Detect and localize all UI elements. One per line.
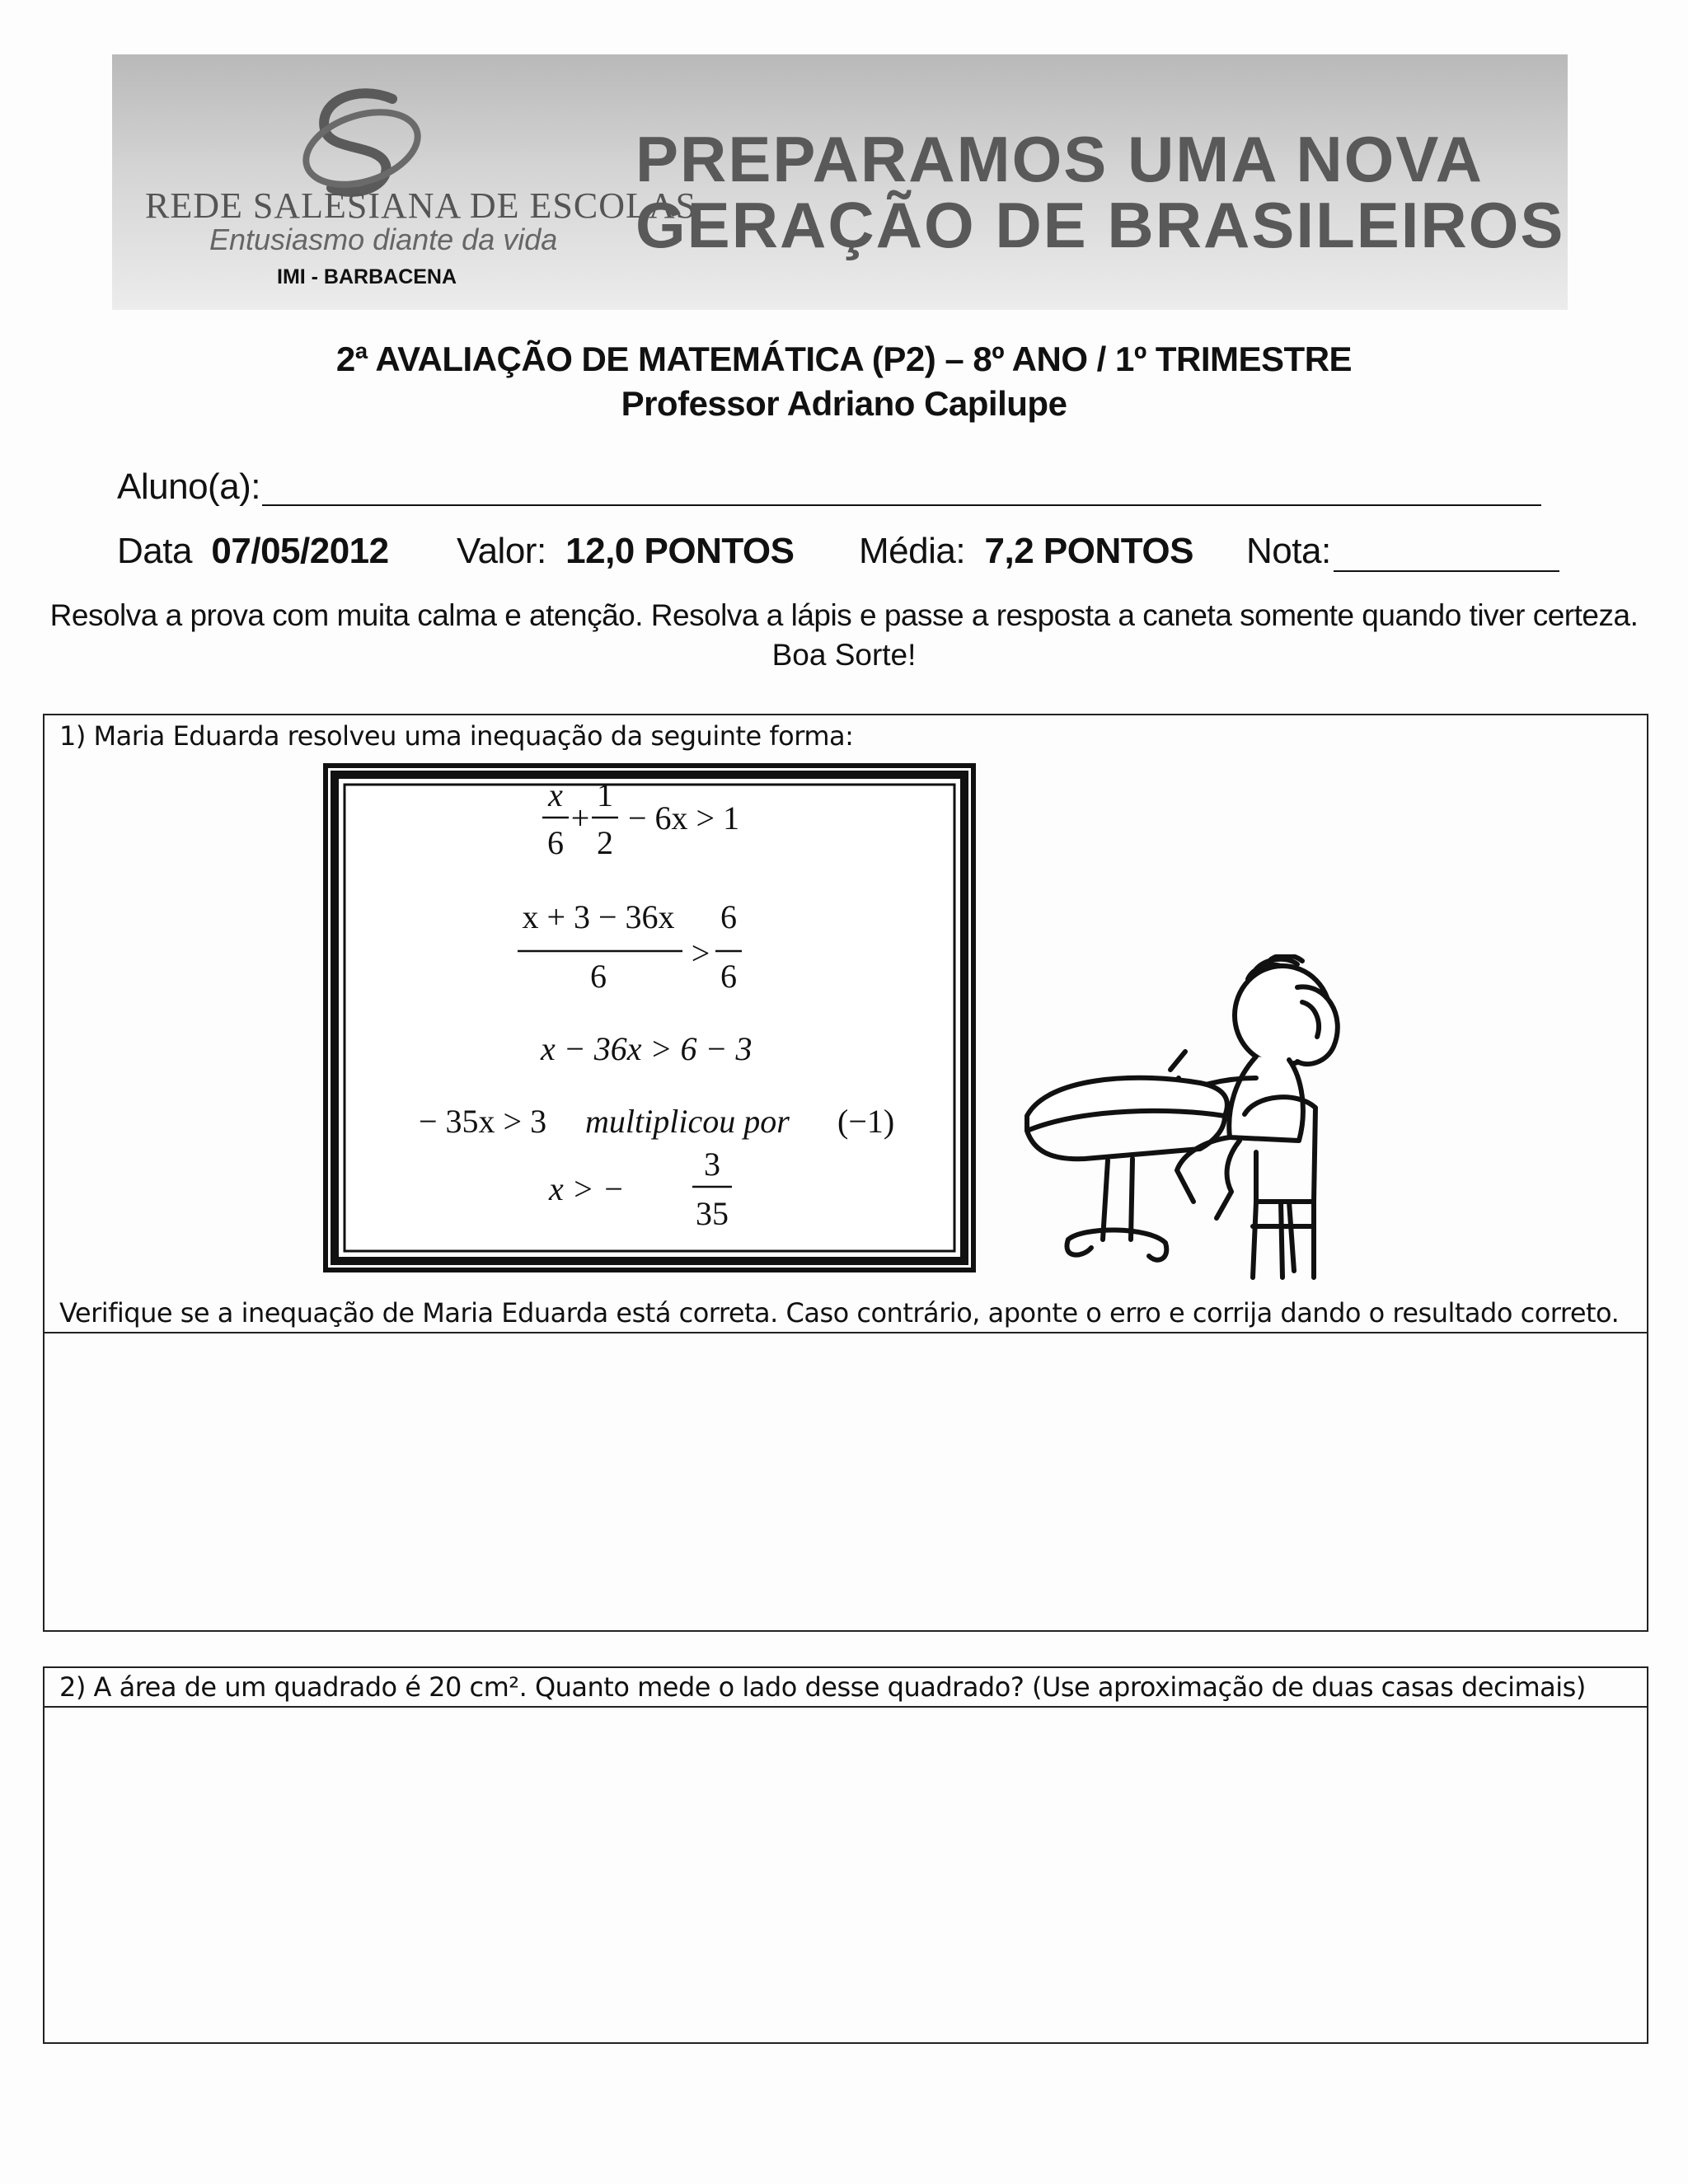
step2-num: x + 3 − 36x: [522, 898, 675, 935]
slogan-line-2: GERAÇÃO DE BRASILEIROS: [635, 189, 1565, 261]
step3: x − 36x > 6 − 3: [541, 1030, 753, 1067]
step4-left: − 35x > 3: [419, 1103, 547, 1140]
grade-label: Nota:: [1246, 531, 1331, 571]
good-luck: Boa Sorte!: [771, 638, 917, 672]
value-label: Valor:: [457, 531, 546, 571]
date-value: 07/05/2012: [211, 531, 389, 571]
header-banner: [112, 54, 1568, 310]
average-label: Média:: [859, 531, 966, 571]
date-label: Data: [117, 531, 192, 571]
average-value: 7,2 PONTOS: [984, 531, 1193, 571]
grade-blank[interactable]: [1334, 570, 1559, 572]
step4-factor: (−1): [837, 1103, 895, 1140]
school-name: IMI - BARBACENA: [277, 265, 457, 288]
step2-den: 6: [590, 958, 607, 995]
teacher-name: Professor Adriano Capilupe: [621, 384, 1067, 423]
step2-gt: >: [691, 935, 710, 972]
question-1-task: Verifique se a inequação de Maria Eduarda está correta. Caso contrário, aponte o erro e corrija dando o resultado correto.: [59, 1297, 1620, 1329]
step5-left: x > −: [549, 1170, 625, 1207]
question-2-box: [43, 1666, 1648, 2044]
step1-rest: − 6x > 1: [628, 799, 740, 837]
step1-plus: +: [570, 799, 590, 837]
network-motto: Entusiasmo diante da vida: [209, 223, 558, 256]
step2-right-num: 6: [720, 898, 737, 935]
step1-frac1-num: x: [548, 776, 563, 813]
network-name: REDE SALESIANA DE ESCOLAS: [145, 185, 697, 226]
step5-num: 3: [704, 1146, 720, 1183]
value-value: 12,0 PONTOS: [565, 531, 795, 571]
step1-frac2-num: 1: [597, 776, 613, 813]
solution-board: [323, 763, 976, 1272]
step1-frac2-den: 2: [597, 824, 613, 861]
average-field: [859, 531, 1193, 572]
question-1-box: [43, 714, 1648, 1632]
question-1-prompt: 1) Maria Eduarda resolveu uma inequação da seguinte forma:: [59, 720, 854, 752]
question-1-answer-divider: [45, 1332, 1647, 1333]
question-2-prompt: 2) A área de um quadrado é 20 cm². Quanto mede o lado desse quadrado? (Use aproximação de duas casas decimais): [59, 1671, 1586, 1703]
value-field: [457, 531, 795, 572]
student-at-desk-illustration: [1009, 954, 1421, 1287]
step1-frac1-den: 6: [547, 824, 564, 861]
student-name-blank[interactable]: [262, 504, 1541, 506]
exam-title: 2ª AVALIAÇÃO DE MATEMÁTICA (P2) – 8º ANO / 1º TRIMESTRE: [335, 340, 1353, 378]
grade-field: [1246, 531, 1331, 572]
question-2-answer-divider: [45, 1706, 1647, 1708]
date-field: [117, 531, 389, 572]
instructions: Resolva a prova com muita calma e atenção. Resolva a lápis e passe a resposta a caneta somente quando tiver certeza.: [49, 598, 1639, 632]
slogan-line-1: PREPARAMOS UMA NOVA: [635, 123, 1484, 195]
student-name-label: Aluno(a):: [117, 466, 261, 507]
step2-right-den: 6: [720, 958, 737, 995]
step5-den: 35: [696, 1195, 729, 1232]
step4-note: multiplicou por: [585, 1103, 790, 1140]
